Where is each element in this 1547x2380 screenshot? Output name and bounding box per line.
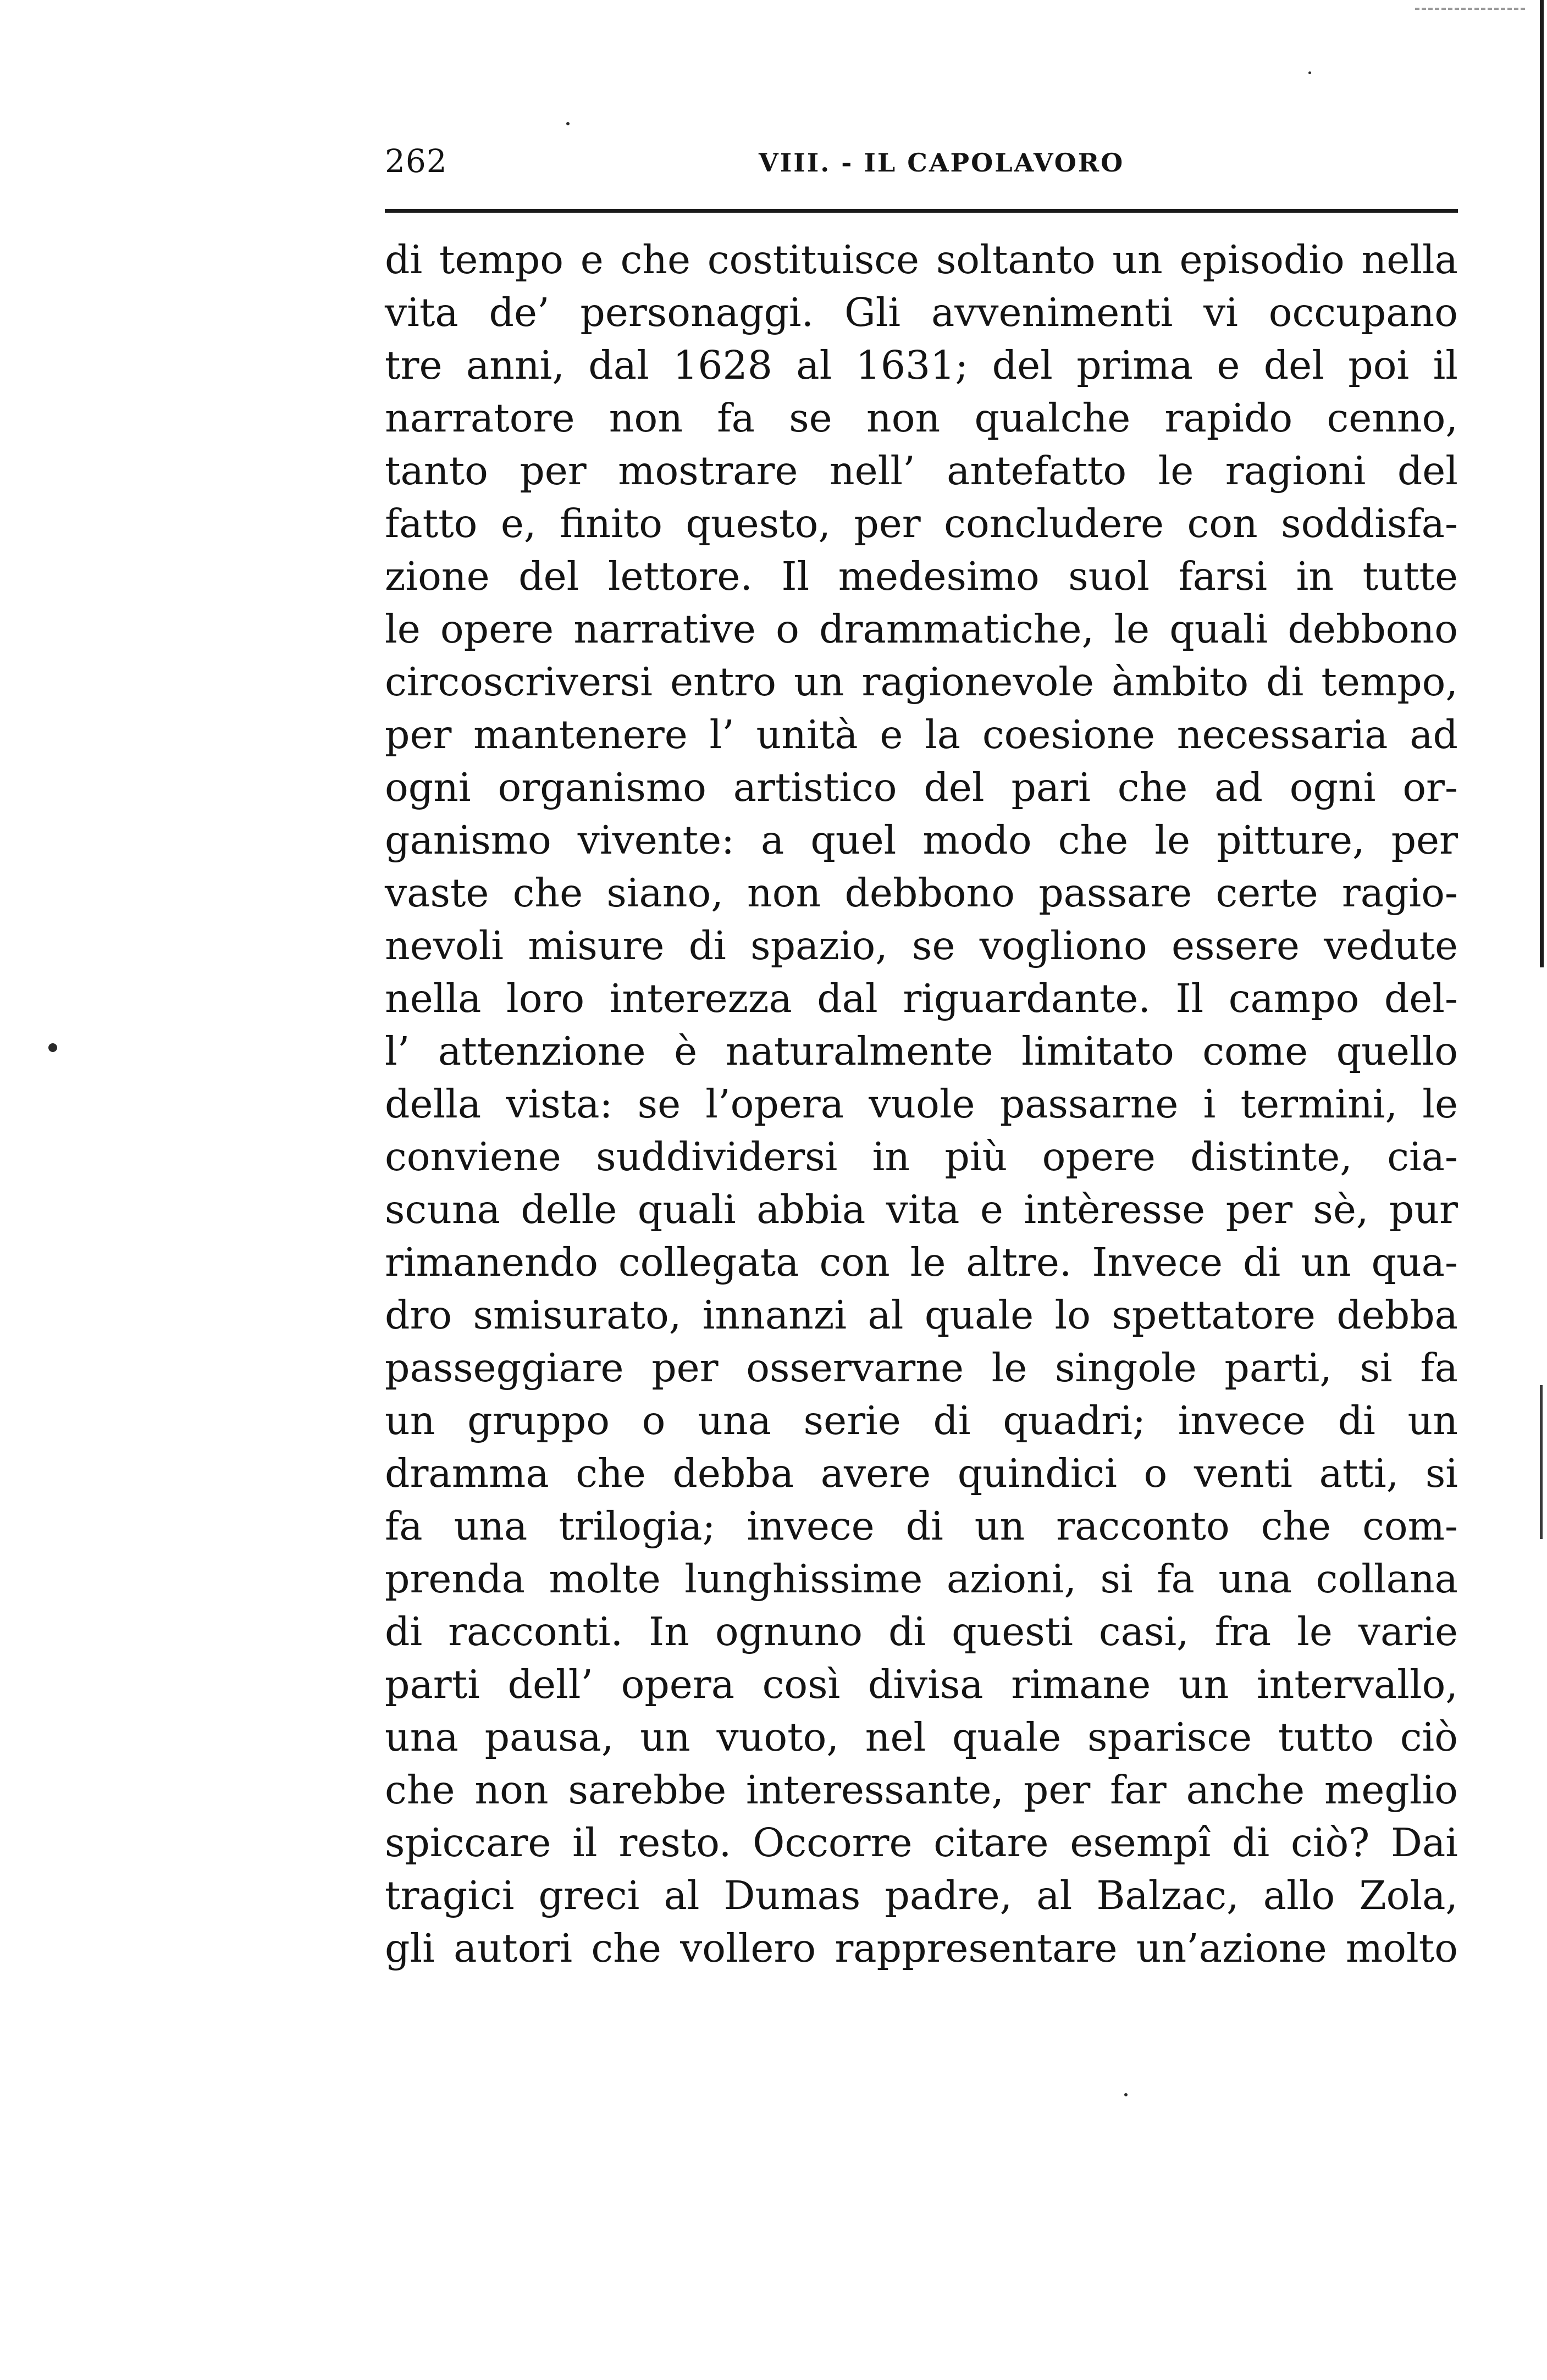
text-line: per mantenere l’ unità e la coesione necessaria ad xyxy=(385,712,1458,757)
text-line: parti dell’ opera così divisa rimane un intervallo, xyxy=(385,1662,1458,1707)
text-line: di tempo e che costituisce soltanto un episodio nella xyxy=(385,237,1458,283)
text-line: ogni organismo artistico del pari che ad ogni or- xyxy=(385,765,1458,810)
text-line: di racconti. In ognuno di questi casi, fra le varie xyxy=(385,1609,1458,1654)
page-header xyxy=(385,136,1451,186)
text-line: narratore non fa se non qualche rapido cenno, xyxy=(385,395,1458,441)
text-line: scuna delle quali abbia vita e intèresse per sè, pur xyxy=(385,1187,1458,1232)
text-line: fatto e, finito questo, per concludere con soddisfa- xyxy=(385,501,1458,546)
text-line: tragici greci al Dumas padre, al Balzac, allo Zola, xyxy=(385,1873,1458,1918)
text-line: una pausa, un vuoto, nel quale sparisce tutto ciò xyxy=(385,1714,1458,1760)
header-rule xyxy=(385,209,1458,213)
text-line: tanto per mostrare nell’ antefatto le ragioni del xyxy=(385,448,1458,494)
ink-speck xyxy=(1124,2093,1128,2096)
body-text xyxy=(385,234,1458,1975)
text-line: vaste che siano, non debbono passare certe ragio- xyxy=(385,870,1458,916)
text-line: ganismo vivente: a quel modo che le pitture, per xyxy=(385,817,1458,863)
text-line: dro smisurato, innanzi al quale lo spettatore debba xyxy=(385,1292,1458,1338)
text-line: le opere narrative o drammatiche, le quali debbono xyxy=(385,606,1458,652)
text-line: un gruppo o una serie di quadri; invece di un xyxy=(385,1398,1458,1443)
page-edge-shadow xyxy=(1540,0,1544,967)
text-line: nevoli misure di spazio, se vogliono essere vedute xyxy=(385,923,1458,968)
text-line: rimanendo collegata con le altre. Invece di un qua- xyxy=(385,1239,1458,1285)
ink-speck xyxy=(48,1043,57,1052)
text-line: tre anni, dal 1628 al 1631; del prima e del poi il xyxy=(385,342,1458,388)
text-line: l’ attenzione è naturalmente limitato come quello xyxy=(385,1028,1458,1074)
ink-speck xyxy=(1308,71,1311,74)
ink-speck xyxy=(566,122,570,125)
text-line: dramma che debba avere quindici o venti atti, si xyxy=(385,1451,1458,1496)
page-edge-mark xyxy=(1415,8,1525,10)
page-number: 262 xyxy=(385,142,447,180)
text-line: zione del lettore. Il medesimo suol farsi in tutte xyxy=(385,554,1458,599)
text-line: conviene suddividersi in più opere distinte, cia- xyxy=(385,1134,1458,1180)
page-edge-shadow-lower xyxy=(1540,1385,1543,1539)
text-line: vita de’ personaggi. Gli avvenimenti vi occupano xyxy=(385,290,1458,335)
text-line: passeggiare per osservarne le singole parti, si fa xyxy=(385,1345,1458,1391)
running-head: VIII. - IL CAPOLAVORO xyxy=(759,148,1125,178)
text-line: fa una trilogia; invece di un racconto che com- xyxy=(385,1503,1458,1549)
text-line: spiccare il resto. Occorre citare esempî di ciò? Dai xyxy=(385,1820,1458,1866)
text-line: circoscriversi entro un ragionevole àmbito di tempo, xyxy=(385,659,1458,705)
text-line: prenda molte lunghissime azioni, si fa una collana xyxy=(385,1556,1458,1602)
text-line: nella loro interezza dal riguardante. Il campo del- xyxy=(385,976,1458,1021)
text-line: della vista: se l’opera vuole passarne i termini, le xyxy=(385,1081,1458,1127)
text-line: gli autori che vollero rappresentare un’azione molto xyxy=(385,1925,1458,1971)
text-line: che non sarebbe interessante, per far anche meglio xyxy=(385,1767,1458,1813)
